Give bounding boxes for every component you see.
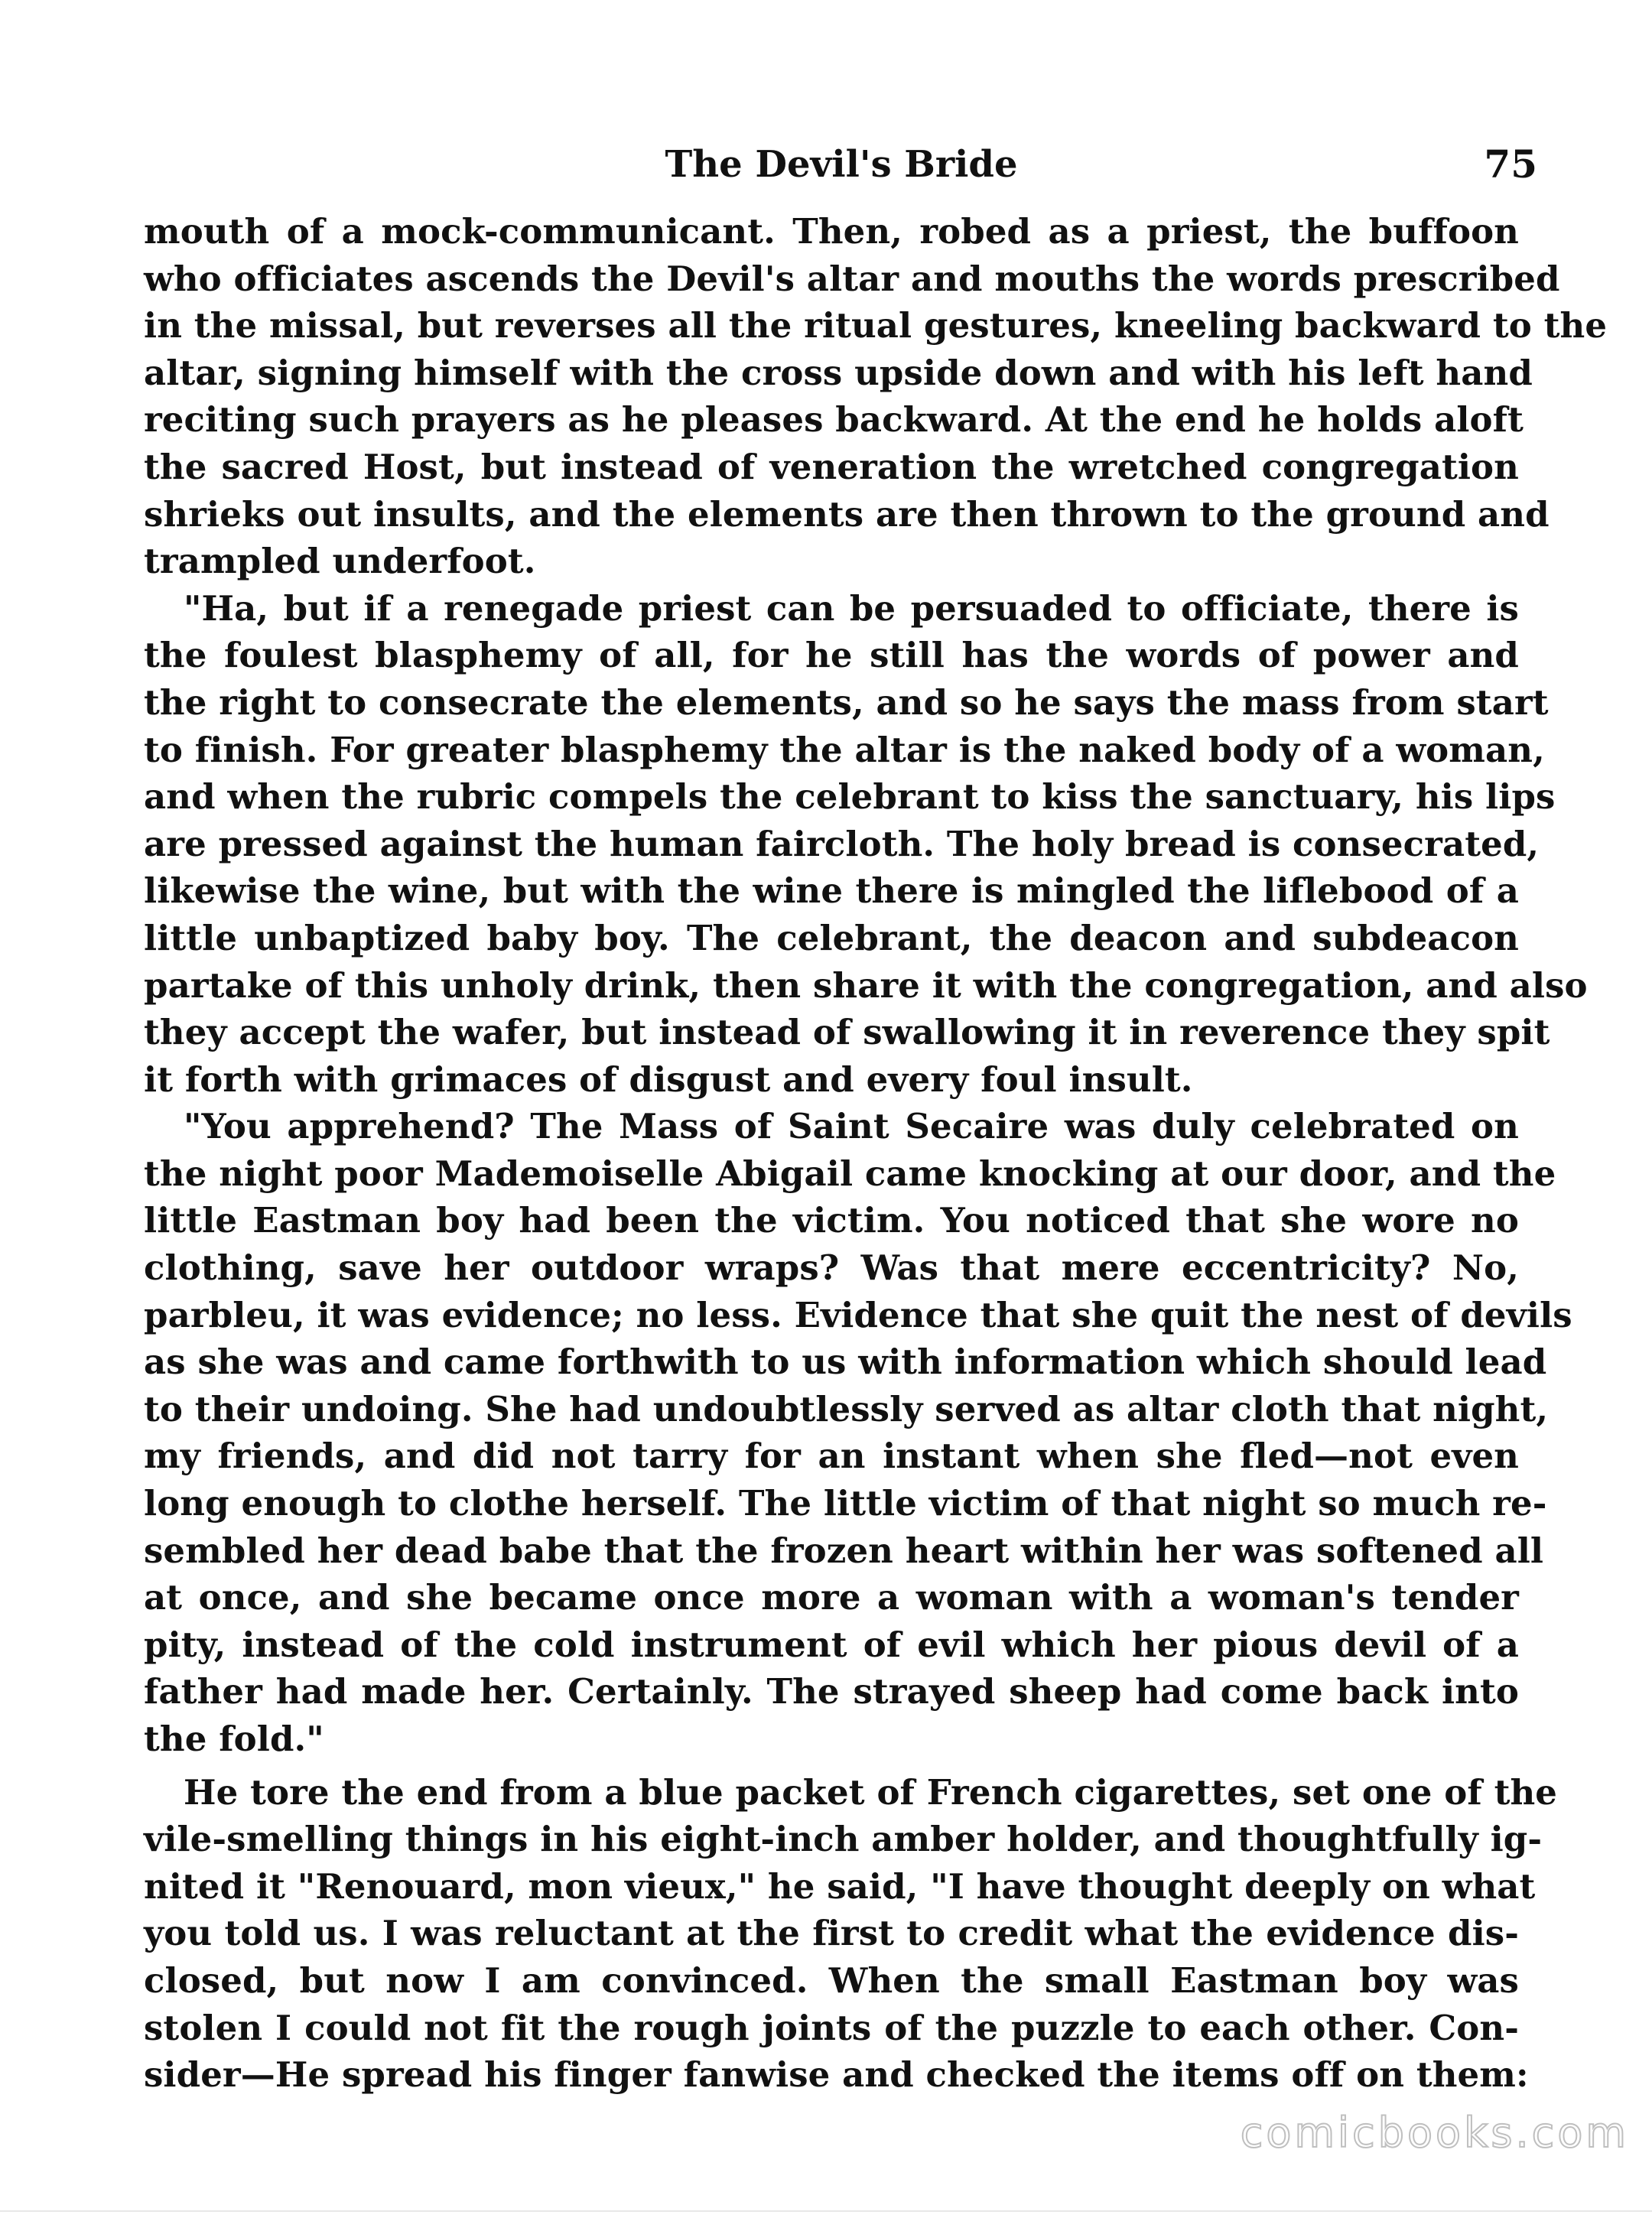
text-line: pity, instead of the cold instrument of evil which her pious devil of a [144, 1624, 1519, 1665]
paragraph-start-line: He tore the end from a blue packet of French cigarettes, set one of the [184, 1771, 1558, 1813]
text-line: father had made her. Certainly. The strayed sheep had come back into [144, 1671, 1519, 1712]
text-line: parbleu, it was evidence; no less. Evidence that she quit the nest of devils [144, 1294, 1572, 1335]
text-line: little Eastman boy had been the victim. You noticed that she wore no [144, 1200, 1519, 1241]
text-line: at once, and she became once more a woman with a woman's tender [144, 1577, 1519, 1618]
text-line: you told us. I was reluctant at the first to credit what the evidence dis- [144, 1913, 1519, 1954]
page-number: 75 [1484, 141, 1537, 187]
text-line: who officiates ascends the Devil's altar and mouths the words prescribed [144, 258, 1560, 299]
text-line: it forth with grimaces of disgust and every foul insult. [144, 1059, 1193, 1100]
text-line: clothing, save her outdoor wraps? Was that mere eccentricity? No, [144, 1247, 1519, 1289]
text-line: and when the rubric compels the celebrant to kiss the sanctuary, his lips [144, 776, 1556, 818]
text-line: stolen I could not fit the rough joints of the puzzle to each other. Con- [144, 2007, 1519, 2048]
text-line: in the missal, but reverses all the ritual gestures, kneeling backward to the [144, 305, 1608, 346]
text-line: likewise the wine, but with the wine there is mingled the liflebood of a [144, 870, 1519, 912]
text-line: the night poor Mademoiselle Abigail came knocking at our door, and the [144, 1153, 1556, 1194]
text-line: as she was and came forthwith to us with information which should lead [144, 1342, 1547, 1383]
text-line: altar, signing himself with the cross upside down and with his left hand [144, 352, 1533, 393]
page-header [145, 130, 1537, 199]
text-line: shrieks out insults, and the elements are then thrown to the ground and [144, 493, 1550, 535]
paragraph-start-line: "You apprehend? The Mass of Saint Secaire was duly celebrated on [184, 1106, 1519, 1147]
text-line: mouth of a mock-communicant. Then, robed as a priest, the buffoon [144, 211, 1519, 252]
text-line: sembled her dead babe that the frozen heart within her was softened all [144, 1530, 1544, 1571]
text-line: the right to consecrate the elements, and so he says the mass from start [144, 681, 1549, 723]
text-line: to finish. For greater blasphemy the altar is the naked body of a woman, [144, 729, 1545, 770]
paragraph-gap [144, 1763, 1519, 1769]
paragraph-start-line: "Ha, but if a renegade priest can be persuaded to officiate, there is [184, 587, 1519, 629]
text-line: vile-smelling things in his eight-inch amber holder, and thoughtfully ig- [144, 1819, 1543, 1860]
text-line: partake of this unholy drink, then share it with the congregation, and also [144, 964, 1588, 1006]
text-line: sider—He spread his finger fanwise and checked the items off on them: [144, 2054, 1529, 2096]
text-line: reciting such prayers as he pleases backward. At the end he holds aloft [144, 399, 1524, 441]
text-line: they accept the wafer, but instead of swallowing it in reverence they spit [144, 1012, 1550, 1053]
text-line: to their undoing. She had undoubtlessly served as altar cloth that night, [144, 1388, 1549, 1429]
text-line: the fold." [144, 1719, 324, 1759]
text-line: nited it "Renouard, mon vieux," he said, "I have thought deeply on what [144, 1865, 1536, 1907]
text-line: long enough to clothe herself. The little victim of that night so much re- [144, 1483, 1547, 1524]
text-line: the sacred Host, but instead of veneration the wretched congregation [144, 446, 1519, 487]
page-bottom-edge [0, 2210, 1652, 2212]
watermark-text: comicbooks.com [1240, 2109, 1629, 2157]
text-line: little unbaptized baby boy. The celebrant, the deacon and subdeacon [144, 917, 1519, 958]
text-line: closed, but now I am convinced. When the small Eastman boy was [144, 1959, 1519, 2001]
running-title: The Devil's Bride [665, 143, 1018, 186]
body-text [144, 208, 1608, 2099]
text-line: my friends, and did not tarry for an instant when she fled—not even [144, 1436, 1519, 1477]
text-line: are pressed against the human faircloth. The holy bread is consecrated, [144, 823, 1540, 864]
text-line: the foulest blasphemy of all, for he still has the words of power and [144, 635, 1519, 676]
text-line: trampled underfoot. [144, 541, 536, 582]
